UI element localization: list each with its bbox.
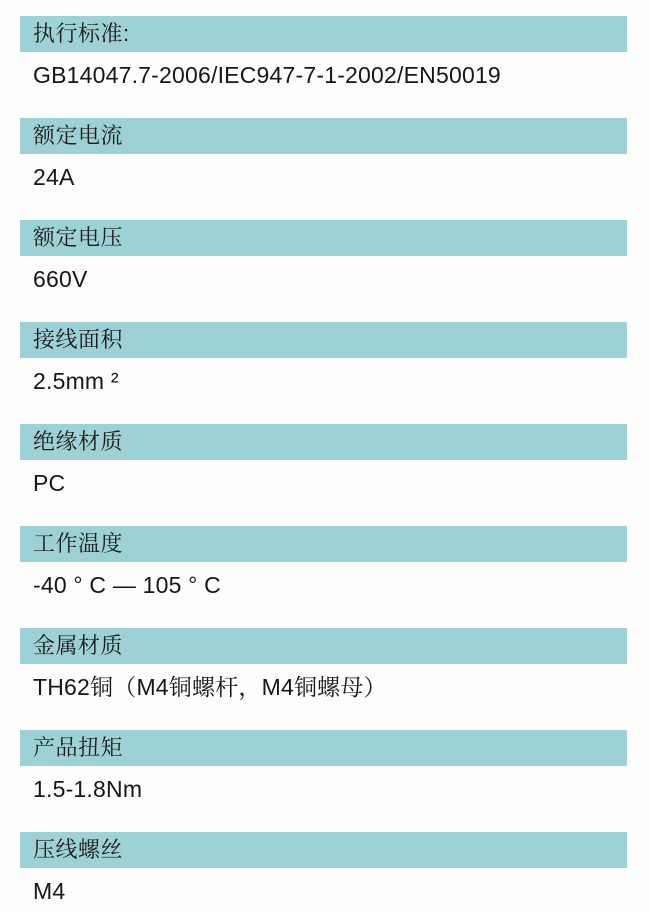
spec-section-working-temperature xyxy=(20,526,627,600)
spec-label-wire-screw: 压线螺丝 xyxy=(20,832,627,868)
spec-value-wire-screw: M4 xyxy=(33,878,66,904)
spec-label-working-temperature: 工作温度 xyxy=(20,526,627,562)
spec-section-standard xyxy=(20,16,627,90)
spec-label-metal-material: 金属材质 xyxy=(20,628,627,664)
spec-label-standard: 执行标准: xyxy=(20,16,627,52)
spec-section-rated-voltage xyxy=(20,220,627,294)
spec-section-insulation-material xyxy=(20,424,627,498)
spec-value-working-temperature: -40 ° C — 105 ° C xyxy=(33,572,221,598)
spec-value-rated-voltage: 660V xyxy=(33,266,88,292)
spec-label-product-torque: 产品扭矩 xyxy=(20,730,627,766)
spec-section-product-torque xyxy=(20,730,627,804)
spec-label-insulation-material: 绝缘材质 xyxy=(20,424,627,460)
spec-label-rated-current: 额定电流 xyxy=(20,118,627,154)
spec-label-rated-voltage: 额定电压 xyxy=(20,220,627,256)
spec-section-metal-material xyxy=(20,628,627,702)
spec-value-standard: GB14047.7-2006/IEC947-7-1-2002/EN50019 xyxy=(33,62,501,88)
spec-value-insulation-material: PC xyxy=(33,470,66,496)
spec-label-wiring-area: 接线面积 xyxy=(20,322,627,358)
spec-section-rated-current xyxy=(20,118,627,192)
spec-value-rated-current: 24A xyxy=(33,164,75,190)
spec-value-metal-material: TH62铜（M4铜螺杆，M4铜螺母） xyxy=(33,674,387,700)
spec-value-product-torque: 1.5-1.8Nm xyxy=(33,776,143,802)
spec-section-wiring-area xyxy=(20,322,627,396)
spec-section-wire-screw xyxy=(20,832,627,906)
spec-value-wiring-area: 2.5mm ² xyxy=(33,368,119,394)
